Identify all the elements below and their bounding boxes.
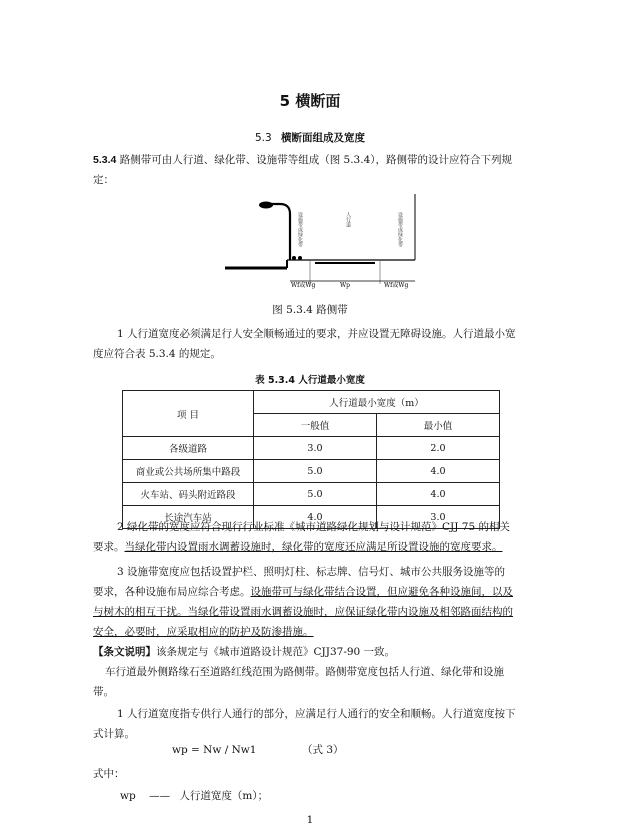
page-number: 1 <box>306 814 314 826</box>
note-text: 该条规定与《城市道路设计规范》CJJ37-90 一致。 <box>156 646 396 658</box>
para-b-line2: 式计算。 <box>93 728 135 740</box>
dim-label-left: Wf或Wg <box>291 282 316 289</box>
row-min: 3.0 <box>376 506 499 529</box>
min-sidewalk-width-table <box>122 390 500 529</box>
table-row <box>123 483 500 506</box>
planting-dot <box>298 256 302 260</box>
fig-label-right: 设施带或绿化带 <box>397 212 403 247</box>
table-header-item: 项 目 <box>123 391 254 437</box>
row-item: 商业或公共场所集中路段 <box>123 460 254 483</box>
item-3 <box>93 562 533 642</box>
figure-caption: 图 5.3.4 路侧带 <box>272 304 348 316</box>
section-heading <box>0 130 620 145</box>
fig-label-left: 设施带或绿化带 <box>297 212 303 247</box>
section-number: 5.3 <box>254 132 272 144</box>
lamp-head-icon <box>259 202 273 209</box>
item1-line1: 1 人行道宽度必须满足行人安全顺畅通过的要求，并应设置无障碍设施。人行道最小宽 <box>117 328 516 340</box>
item3-line1: 3 设施带宽度应包括设置护栏、照明灯柱、标志牌、信号灯、城市公共服务设施等的 <box>117 566 506 578</box>
formula: wp = Nw / Nw1 <box>172 744 257 756</box>
def-symbol: wp <box>120 790 136 802</box>
item3-line4: 安全，必要时，应采取相应的防护及防渗措施。 <box>93 626 314 638</box>
para-roadside <box>93 662 533 702</box>
table-header-group: 人行道最小宽度（m） <box>254 391 500 414</box>
row-min: 4.0 <box>376 460 499 483</box>
sidewalk-base <box>315 262 375 264</box>
row-min: 4.0 <box>376 483 499 506</box>
item-1 <box>93 324 533 364</box>
row-item: 火车站、码头附近路段 <box>123 483 254 506</box>
para-a-line1: 车行道最外侧路缘石至道路红线范围为路侧带。路侧带宽度包括人行道、绿化带和设施 <box>105 666 504 678</box>
table-row <box>123 460 500 483</box>
chapter-title: 5 横断面 <box>279 92 341 110</box>
dim-label-right: Wf或Wg <box>384 282 409 289</box>
para-a-line2: 带。 <box>93 686 114 698</box>
table-subheader-general: 一般值 <box>254 414 377 437</box>
where-label: 式中： <box>93 768 125 780</box>
row-general: 3.0 <box>254 437 377 460</box>
row-min: 2.0 <box>376 437 499 460</box>
para-sidewalk-width <box>93 704 533 744</box>
table-row <box>123 437 500 460</box>
item3-line3b: 当绿化带设置雨水调蓄设施时，应保证绿化带内设施及相邻路面结构的 <box>187 606 513 618</box>
item-2 <box>93 517 533 557</box>
item3-line2a: 要求，各种设施布局应综合考虑。 <box>93 586 251 598</box>
clause-number: 5.3.4 <box>93 154 117 166</box>
row-general: 4.0 <box>254 506 377 529</box>
clause-text-line1: 路侧带可由人行道、绿化带、设施带等组成（图 5.3.4），路侧带的设计应符合下列规 <box>119 154 513 166</box>
item1-line2: 度应符合表 5.3.4 的规定。 <box>93 348 221 360</box>
fig-label-mid: 人行道 <box>345 212 351 227</box>
row-item: 各级道路 <box>123 437 254 460</box>
note-label: 【条文说明】 <box>93 646 156 658</box>
figure-roadside-strip <box>220 192 420 292</box>
formula-number: （式 3） <box>302 744 344 756</box>
row-item: 长途汽车站 <box>123 506 254 529</box>
row-general: 5.0 <box>254 483 377 506</box>
item3-line3: 与树木的相互干扰。 <box>93 606 188 618</box>
lamp-post-icon <box>270 204 290 260</box>
table-caption: 表 5.3.4 人行道最小宽度 <box>255 375 365 386</box>
item2-line1: 2 绿化带的宽度应符合现行行业标准《城市道路绿化规划与设计规范》CJJ 75 的相关 <box>117 521 511 533</box>
item3-line2b: 设施带可与绿化带结合设置，但应避免各种设施间，以及 <box>250 586 513 598</box>
para-b-line1: 1 人行道宽度指专供行人通行的部分，应满足行人通行的安全和顺畅。人行道宽度按下 <box>117 708 516 720</box>
clause-534 <box>93 150 533 190</box>
item2-line2a: 要求。 <box>93 541 125 553</box>
clause-text-line2: 定： <box>93 174 114 186</box>
definition-wp <box>120 788 268 804</box>
def-text: 人行道宽度（m）； <box>179 790 269 802</box>
planting-dot <box>292 256 296 260</box>
row-general: 5.0 <box>254 460 377 483</box>
item2-line2b: 当绿化带内设置雨水调蓄设施时，绿化带的宽度还应满足所设置设施的宽度要求。 <box>124 541 503 553</box>
dim-label-mid: Wp <box>340 282 351 289</box>
def-dash: —— <box>149 790 171 802</box>
section-title: 横断面组成及宽度 <box>281 132 366 144</box>
table-subheader-min: 最小值 <box>376 414 499 437</box>
clause-note <box>93 642 533 662</box>
